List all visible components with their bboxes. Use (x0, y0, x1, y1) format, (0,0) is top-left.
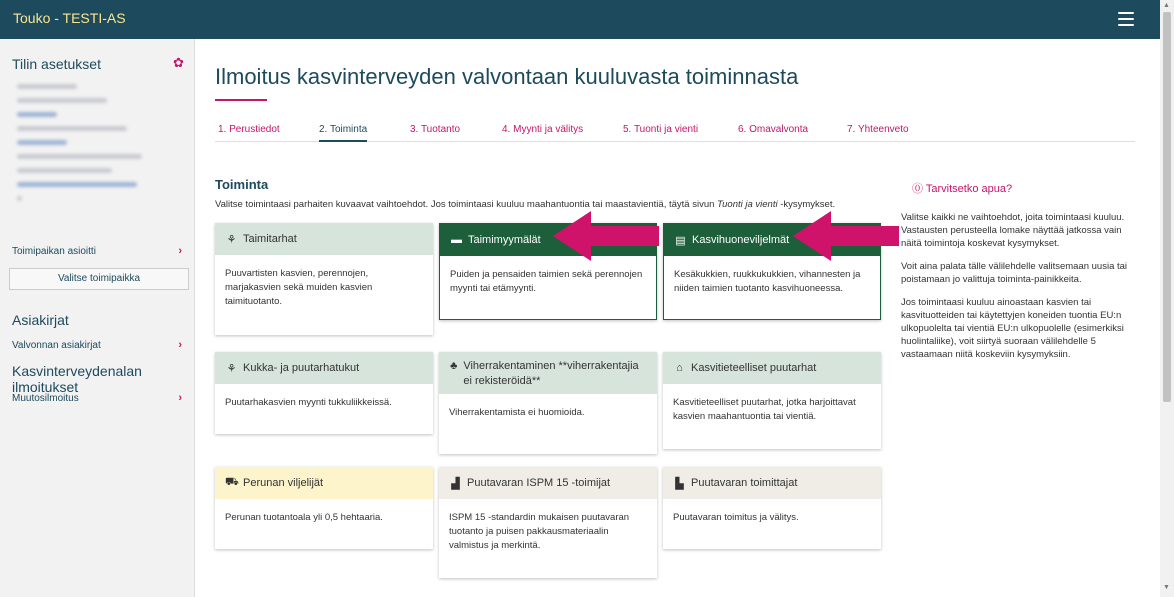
help-paragraph: Jos toimintaasi kuuluu ainoastaan kasvien tai kasvituotteiden tai käytettyjen koneiden tuontia EU:n ulkopuolelta tai vientiä EU:n ulkopuolelle (esimerkiksi huolintaliike), voit siirtyä suoraan välilehdelle 5 vastaamaan niitä koskeviin kysymyksiin. (901, 297, 1124, 360)
sidebar-item-location[interactable] (12, 246, 182, 257)
help-paragraph: Voit aina palata tälle välilehdelle valitsemaan uusia tai poistamaan jo valittuja toiminta-painikkeita. (901, 261, 1128, 285)
sidebar-item-label: Muutosilmoitus (12, 393, 79, 404)
museum-icon: ⌂ (676, 362, 683, 374)
notices-heading: Kasvinterveydenalan ilmoitukset (12, 363, 142, 395)
card-header: ⚘ Taimitarhat (215, 223, 433, 255)
title-underline (215, 99, 267, 101)
chevron-right-icon: › (178, 245, 182, 257)
tab-tuotanto[interactable]: 3. Tuotanto (410, 124, 461, 135)
card-header: ⚘ Kukka- ja puutarhatukut (215, 352, 433, 384)
tab-omavalvonta[interactable]: 6. Omavalvonta (738, 124, 809, 135)
scroll-thumb[interactable] (1163, 12, 1171, 402)
highlight-arrow-icon (553, 211, 659, 261)
chevron-right-icon: › (178, 392, 182, 404)
page-title: Ilmoitus kasvinterveyden valvontaan kuuluvasta toiminnasta (215, 64, 799, 89)
seedling-icon: ⚘ (226, 233, 237, 246)
tab-perustiedot[interactable]: 1. Perustiedot (218, 124, 280, 135)
card-description: Perunan tuotantoala yli 0,5 hehtaaria. (225, 512, 383, 523)
chevron-right-icon: › (178, 339, 182, 351)
lumber-icon: ▙ (675, 477, 684, 490)
sidebar-item-documents[interactable] (12, 340, 182, 351)
select-location-button[interactable]: Valitse toimipaikka (9, 268, 189, 290)
page-scrollbar[interactable] (1160, 0, 1174, 597)
help-circle-icon: ⓪ (912, 183, 923, 195)
tree-icon: ♣ (450, 360, 458, 372)
card-puutavaran-toimittajat[interactable] (663, 467, 881, 549)
card-description: ISPM 15 -standardin mukaisen puutavaran tuotanto ja puisen pakkausmateriaalin valmistus ja merkintä. (449, 512, 630, 551)
menu-icon[interactable] (1118, 12, 1134, 26)
documents-heading: Asiakirjat (12, 312, 69, 328)
help-panel (901, 211, 1131, 371)
tab-tuonti[interactable]: 5. Tuonti ja vienti (623, 124, 699, 135)
tab-bar (215, 124, 1135, 142)
card-header: ⛟ Perunan viljelijät (215, 467, 433, 499)
scroll-down-icon[interactable]: ▼ (1163, 584, 1170, 591)
card-header: ▤ Kasvihuoneviljelmät (664, 224, 880, 256)
card-header: ⌂ Kasvitieteelliset puutarhat (663, 352, 881, 384)
tab-myynti[interactable]: 4. Myynti ja välitys (502, 124, 584, 135)
card-header: ▟ Puutavaran ISPM 15 -toimijat (439, 467, 657, 499)
sidebar-item-label: Toimipaikan asioitti (12, 246, 96, 257)
card-header: ▙ Puutavaran toimittajat (663, 467, 881, 499)
card-header: ♣ Viherrakentaminen **viherrakentajia ei rekisteröidä** (439, 352, 657, 394)
pallet-icon: ▟ (451, 477, 460, 490)
card-description: Puiden ja pensaiden taimien sekä perennojen myynti tai etämyynti. (450, 269, 643, 294)
scroll-up-icon[interactable]: ▲ (1163, 2, 1170, 9)
card-description: Puutarhakasvien myynti tukkuliikkeissä. (225, 397, 392, 408)
sidebar-item-change-notice[interactable] (12, 393, 182, 404)
store-icon: ▬ (451, 234, 462, 246)
section-title: Toiminta (215, 177, 269, 192)
card-perunan-viljelijat[interactable] (215, 467, 433, 549)
card-viherrakentaminen[interactable] (439, 352, 657, 454)
card-description: Viherrakentamista ei huomioida. (449, 407, 585, 418)
redacted-account-info (17, 84, 177, 210)
app-title[interactable]: Touko - TESTI-AS (13, 10, 126, 26)
cart-icon: ⚘ (226, 362, 237, 375)
sidebar-item-label: Valvonnan asiakirjat (12, 340, 101, 351)
card-taimitarhat[interactable] (215, 223, 433, 335)
help-paragraph: Valitse kaikki ne vaihtoehdot, joita toimintaasi kuuluu. Vastausten perusteella lomake näyttää jatkossa vain näitä toimintoja koskevat kysymykset. (901, 212, 1125, 249)
greenhouse-icon: ▤ (675, 234, 686, 247)
card-description: Puuvartisten kasvien, perennojen, marjakasvien sekä muiden kasvien taimituotanto. (225, 268, 373, 307)
tractor-icon: ⛟ (225, 476, 239, 488)
card-description: Puutavaran toimitus ja välitys. (673, 512, 799, 523)
main-content (196, 39, 1160, 597)
card-description: Kasvitieteelliset puutarhat, jotka harjoittavat kasvien maahantuontia tai vientiä. (673, 397, 856, 422)
tab-toiminta[interactable]: 2. Toiminta (319, 124, 367, 142)
account-settings-heading: Tilin asetukset (12, 56, 101, 72)
tab-yhteenveto[interactable]: 7. Yhteenveto (847, 124, 909, 135)
gear-icon[interactable]: ✿ (173, 55, 184, 70)
highlight-arrow-icon (793, 211, 899, 261)
card-kasvitieteelliset[interactable] (663, 352, 881, 449)
help-link[interactable]: ⓪ Tarvitsetko apua? (912, 183, 1013, 195)
sidebar (0, 39, 195, 597)
top-bar (0, 0, 1160, 39)
card-ispm15[interactable] (439, 467, 657, 578)
card-description: Kesäkukkien, ruukkukukkien, vihannesten ja niiden taimien tuotanto kasvihuoneessa. (674, 269, 861, 294)
card-header: ▬ Taimimyymälät (440, 224, 656, 256)
section-description: Valitse toimintaasi parhaiten kuvaavat vaihtoehdot. Jos toimintaasi kuuluu maahantuontia tai maastavientiä, täytä sivun Tuonti ja vienti -kysymykset. (215, 199, 836, 210)
card-kukkatukut[interactable] (215, 352, 433, 434)
